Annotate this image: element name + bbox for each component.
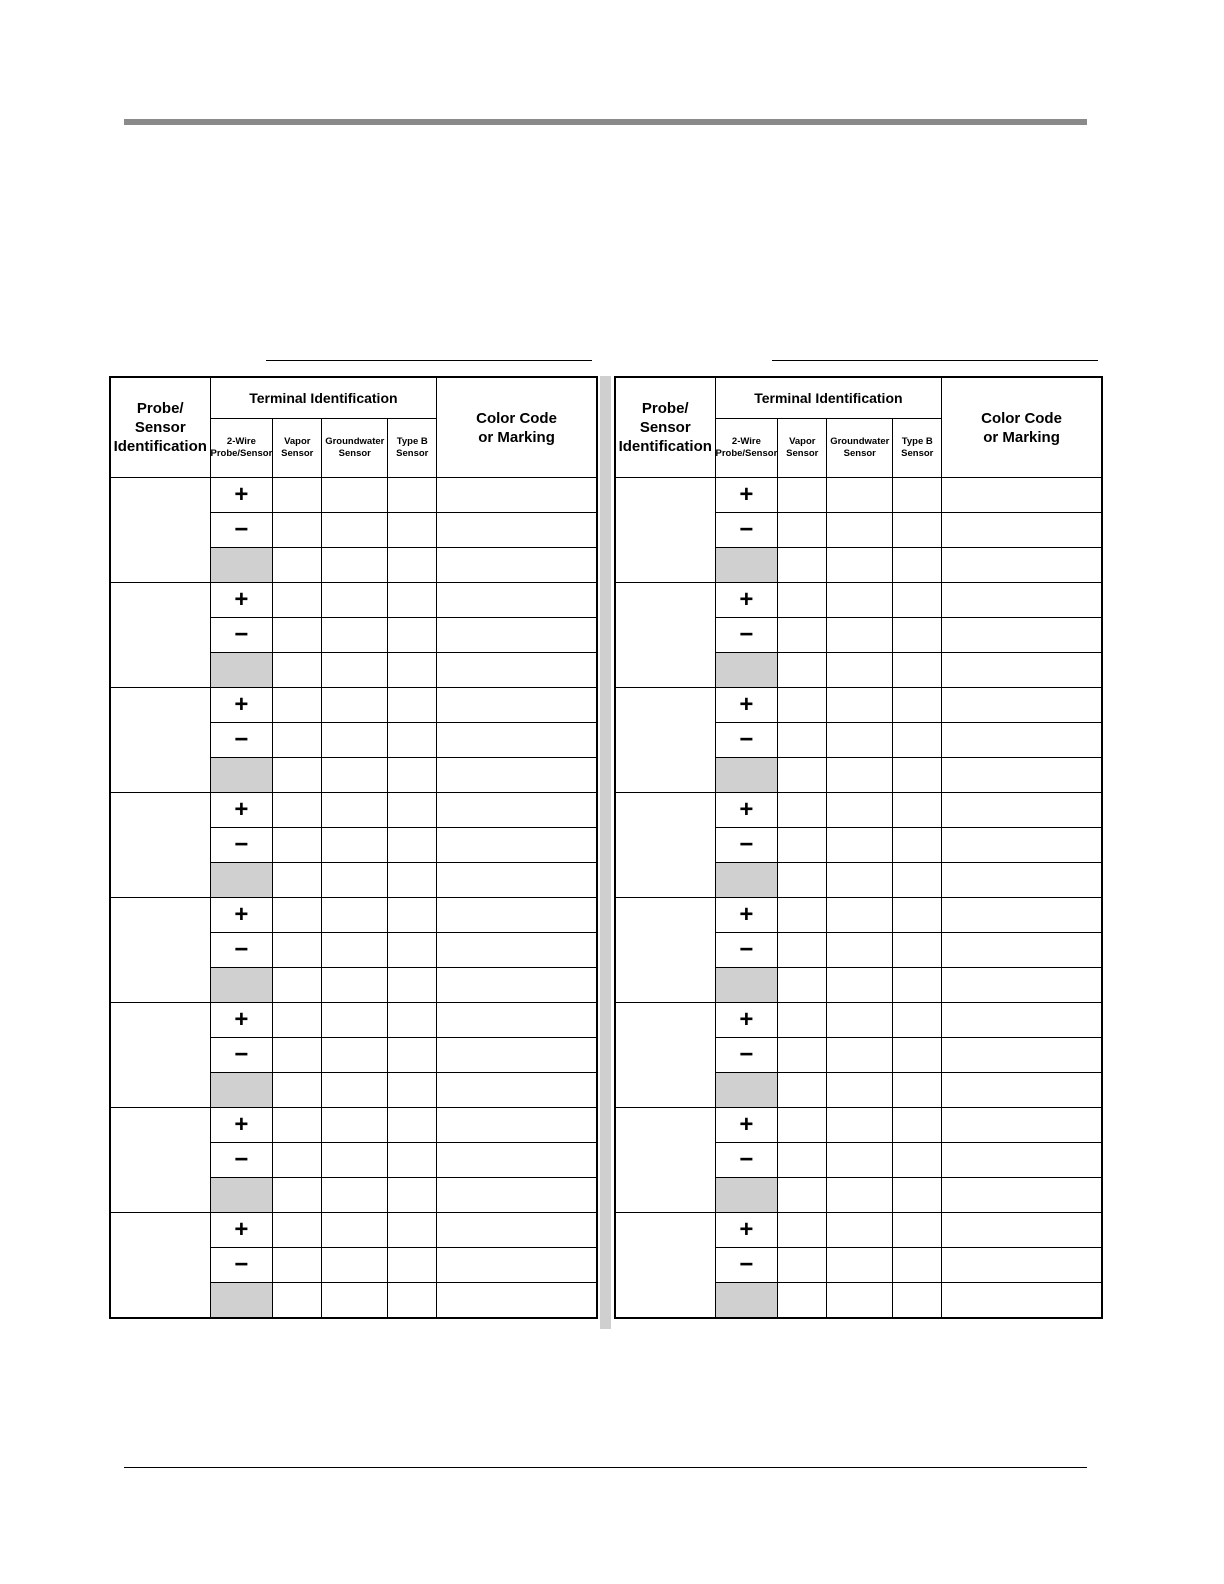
vapor-cell[interactable]: [778, 513, 827, 548]
vapor-cell[interactable]: [778, 548, 827, 583]
color-code-cell[interactable]: [437, 1073, 597, 1108]
shaded-cell: [715, 653, 778, 688]
color-code-cell[interactable]: [437, 1283, 597, 1318]
vapor-cell[interactable]: [778, 1283, 827, 1318]
type-b-cell[interactable]: [893, 1213, 942, 1248]
vapor-cell[interactable]: [778, 898, 827, 933]
type-b-cell[interactable]: [388, 1073, 437, 1108]
minus-terminal-label: −: [715, 1248, 778, 1283]
shaded-cell: [210, 863, 273, 898]
shaded-cell: [715, 1178, 778, 1213]
shaded-cell: [715, 863, 778, 898]
color-code-cell[interactable]: [942, 548, 1102, 583]
groundwater-cell[interactable]: [322, 898, 388, 933]
shaded-cell: [715, 968, 778, 1003]
vapor-cell[interactable]: [778, 653, 827, 688]
groundwater-cell[interactable]: [827, 1283, 893, 1318]
plus-terminal-label: +: [715, 1003, 778, 1038]
type-b-cell[interactable]: [893, 793, 942, 828]
probe-id-header: Probe/ Sensor Identification: [110, 377, 210, 478]
type-b-cell[interactable]: [388, 1143, 437, 1178]
vapor-cell[interactable]: [273, 618, 322, 653]
type-b-cell[interactable]: [893, 828, 942, 863]
type-b-cell[interactable]: [388, 688, 437, 723]
groundwater-sensor-header: Groundwater Sensor: [827, 419, 893, 478]
color-code-cell[interactable]: [942, 1178, 1102, 1213]
groundwater-cell[interactable]: [322, 758, 388, 793]
type-b-cell[interactable]: [893, 618, 942, 653]
type-b-cell[interactable]: [388, 1108, 437, 1143]
color-code-cell[interactable]: [437, 478, 597, 513]
type-b-sensor-header: Type B Sensor: [388, 419, 437, 478]
minus-terminal-label: −: [715, 828, 778, 863]
groundwater-cell[interactable]: [827, 828, 893, 863]
type-b-cell[interactable]: [388, 1213, 437, 1248]
terminal-id-header: Terminal Identification: [715, 377, 942, 419]
vapor-cell[interactable]: [273, 688, 322, 723]
minus-terminal-label: −: [715, 1143, 778, 1178]
color-code-header: Color Code or Marking: [942, 377, 1102, 478]
type-b-cell[interactable]: [893, 1178, 942, 1213]
color-code-cell[interactable]: [942, 1248, 1102, 1283]
table-row: [615, 583, 1102, 618]
color-code-cell[interactable]: [942, 1003, 1102, 1038]
type-b-cell[interactable]: [893, 1073, 942, 1108]
probe-id-cell[interactable]: [615, 793, 715, 898]
plus-terminal-label: +: [715, 478, 778, 513]
minus-terminal-label: −: [210, 828, 273, 863]
color-code-cell[interactable]: [437, 968, 597, 1003]
color-code-cell[interactable]: [942, 723, 1102, 758]
groundwater-cell[interactable]: [827, 548, 893, 583]
probe-id-cell[interactable]: [615, 688, 715, 793]
two-wire-header: 2-Wire Probe/Sensor: [715, 419, 778, 478]
color-code-cell[interactable]: [437, 583, 597, 618]
vapor-sensor-header: Vapor Sensor: [273, 419, 322, 478]
groundwater-cell[interactable]: [322, 1143, 388, 1178]
groundwater-cell[interactable]: [827, 968, 893, 1003]
table-row: [615, 898, 1102, 933]
type-b-sensor-header: Type B Sensor: [893, 419, 942, 478]
vapor-cell[interactable]: [778, 1038, 827, 1073]
table-body: [110, 478, 597, 1318]
minus-terminal-label: −: [210, 1038, 273, 1073]
type-b-cell[interactable]: [893, 1038, 942, 1073]
color-code-cell[interactable]: [437, 863, 597, 898]
table-row: [110, 688, 597, 723]
plus-terminal-label: +: [715, 1108, 778, 1143]
probe-id-header: Probe/ Sensor Identification: [615, 377, 715, 478]
groundwater-cell[interactable]: [322, 1178, 388, 1213]
color-code-cell[interactable]: [437, 548, 597, 583]
groundwater-cell[interactable]: [322, 653, 388, 688]
vapor-cell[interactable]: [273, 1073, 322, 1108]
groundwater-cell[interactable]: [827, 933, 893, 968]
color-code-cell[interactable]: [942, 583, 1102, 618]
groundwater-cell[interactable]: [322, 548, 388, 583]
vapor-cell[interactable]: [778, 933, 827, 968]
color-code-cell[interactable]: [942, 1213, 1102, 1248]
type-b-cell[interactable]: [388, 723, 437, 758]
color-code-cell[interactable]: [437, 513, 597, 548]
vapor-cell[interactable]: [273, 758, 322, 793]
vapor-cell[interactable]: [778, 1213, 827, 1248]
vapor-cell[interactable]: [273, 723, 322, 758]
minus-terminal-label: −: [715, 618, 778, 653]
plus-terminal-label: +: [210, 1003, 273, 1038]
vapor-cell[interactable]: [778, 758, 827, 793]
color-code-cell[interactable]: [942, 793, 1102, 828]
vapor-cell[interactable]: [273, 653, 322, 688]
type-b-cell[interactable]: [388, 1178, 437, 1213]
groundwater-cell[interactable]: [827, 1073, 893, 1108]
groundwater-cell[interactable]: [322, 1248, 388, 1283]
minus-terminal-label: −: [210, 1143, 273, 1178]
plus-terminal-label: +: [210, 478, 273, 513]
type-b-cell[interactable]: [893, 863, 942, 898]
minus-terminal-label: −: [715, 513, 778, 548]
top-rule: [124, 119, 1087, 125]
type-b-cell[interactable]: [388, 513, 437, 548]
vapor-cell[interactable]: [273, 1213, 322, 1248]
probe-id-cell[interactable]: [110, 583, 210, 688]
groundwater-cell[interactable]: [827, 863, 893, 898]
plus-terminal-label: +: [210, 1213, 273, 1248]
wiring-table-left: [109, 376, 598, 1319]
color-code-cell[interactable]: [437, 1003, 597, 1038]
vapor-cell[interactable]: [778, 1178, 827, 1213]
color-code-cell[interactable]: [942, 898, 1102, 933]
table-row: [615, 478, 1102, 513]
type-b-cell[interactable]: [893, 1108, 942, 1143]
type-b-cell[interactable]: [388, 583, 437, 618]
groundwater-cell[interactable]: [827, 723, 893, 758]
groundwater-cell[interactable]: [827, 1178, 893, 1213]
shaded-cell: [210, 653, 273, 688]
table-row: [615, 1003, 1102, 1038]
type-b-cell[interactable]: [388, 863, 437, 898]
type-b-cell[interactable]: [893, 653, 942, 688]
groundwater-cell[interactable]: [827, 478, 893, 513]
vapor-cell[interactable]: [273, 1038, 322, 1073]
type-b-cell[interactable]: [893, 933, 942, 968]
color-code-cell[interactable]: [942, 513, 1102, 548]
minus-terminal-label: −: [210, 933, 273, 968]
type-b-cell[interactable]: [893, 1248, 942, 1283]
table-row: [110, 478, 597, 513]
groundwater-cell[interactable]: [322, 1073, 388, 1108]
terminal-id-header: Terminal Identification: [210, 377, 437, 419]
vapor-cell[interactable]: [778, 1248, 827, 1283]
groundwater-cell[interactable]: [827, 583, 893, 618]
type-b-cell[interactable]: [893, 583, 942, 618]
plus-terminal-label: +: [715, 583, 778, 618]
table-body: [615, 478, 1102, 1318]
groundwater-cell[interactable]: [322, 723, 388, 758]
color-code-cell[interactable]: [942, 618, 1102, 653]
groundwater-cell[interactable]: [827, 1038, 893, 1073]
vapor-cell[interactable]: [273, 863, 322, 898]
probe-id-cell[interactable]: [615, 1003, 715, 1108]
vapor-cell[interactable]: [778, 1143, 827, 1178]
shaded-cell: [210, 548, 273, 583]
color-code-cell[interactable]: [437, 1248, 597, 1283]
color-code-cell[interactable]: [437, 898, 597, 933]
vapor-cell[interactable]: [273, 478, 322, 513]
type-b-cell[interactable]: [893, 478, 942, 513]
color-code-cell[interactable]: [437, 828, 597, 863]
color-code-cell[interactable]: [942, 653, 1102, 688]
plus-terminal-label: +: [715, 1213, 778, 1248]
type-b-cell[interactable]: [388, 933, 437, 968]
groundwater-cell[interactable]: [322, 1003, 388, 1038]
vapor-cell[interactable]: [273, 1003, 322, 1038]
type-b-cell[interactable]: [893, 513, 942, 548]
groundwater-cell[interactable]: [827, 898, 893, 933]
vapor-cell[interactable]: [778, 723, 827, 758]
groundwater-cell[interactable]: [827, 513, 893, 548]
plus-terminal-label: +: [210, 583, 273, 618]
plus-terminal-label: +: [210, 793, 273, 828]
groundwater-cell[interactable]: [827, 653, 893, 688]
probe-id-cell[interactable]: [110, 898, 210, 1003]
vapor-cell[interactable]: [273, 828, 322, 863]
vapor-cell[interactable]: [778, 1003, 827, 1038]
color-code-cell[interactable]: [437, 1143, 597, 1178]
color-code-cell[interactable]: [437, 688, 597, 723]
color-code-cell[interactable]: [437, 1038, 597, 1073]
vapor-cell[interactable]: [273, 1178, 322, 1213]
type-b-cell[interactable]: [893, 548, 942, 583]
shaded-cell: [715, 548, 778, 583]
two-wire-header: 2-Wire Probe/Sensor: [210, 419, 273, 478]
type-b-cell[interactable]: [388, 898, 437, 933]
type-b-cell[interactable]: [388, 478, 437, 513]
probe-id-cell[interactable]: [615, 1108, 715, 1213]
probe-id-cell[interactable]: [110, 478, 210, 583]
type-b-cell[interactable]: [388, 758, 437, 793]
color-code-cell[interactable]: [942, 478, 1102, 513]
color-code-cell[interactable]: [942, 758, 1102, 793]
probe-id-cell[interactable]: [615, 583, 715, 688]
groundwater-sensor-header: Groundwater Sensor: [322, 419, 388, 478]
vapor-cell[interactable]: [273, 1108, 322, 1143]
groundwater-cell[interactable]: [322, 583, 388, 618]
table-row: [615, 793, 1102, 828]
type-b-cell[interactable]: [388, 618, 437, 653]
vapor-cell[interactable]: [778, 793, 827, 828]
color-code-cell[interactable]: [942, 1108, 1102, 1143]
table-row: [110, 1003, 597, 1038]
table-divider: [600, 376, 611, 1329]
color-code-cell[interactable]: [942, 1283, 1102, 1318]
minus-terminal-label: −: [210, 1248, 273, 1283]
probe-id-cell[interactable]: [110, 1213, 210, 1318]
plus-terminal-label: +: [210, 898, 273, 933]
vapor-sensor-header: Vapor Sensor: [778, 419, 827, 478]
vapor-cell[interactable]: [273, 583, 322, 618]
probe-id-cell[interactable]: [615, 478, 715, 583]
color-code-cell[interactable]: [437, 793, 597, 828]
table-row: [110, 793, 597, 828]
type-b-cell[interactable]: [388, 1283, 437, 1318]
type-b-cell[interactable]: [388, 1003, 437, 1038]
type-b-cell[interactable]: [893, 968, 942, 1003]
vapor-cell[interactable]: [273, 933, 322, 968]
probe-id-cell[interactable]: [110, 1108, 210, 1213]
probe-id-cell[interactable]: [110, 688, 210, 793]
groundwater-cell[interactable]: [322, 513, 388, 548]
table-row: [110, 1108, 597, 1143]
table-row: [615, 1108, 1102, 1143]
vapor-cell[interactable]: [273, 968, 322, 1003]
probe-id-cell[interactable]: [110, 793, 210, 898]
vapor-cell[interactable]: [273, 1143, 322, 1178]
groundwater-cell[interactable]: [322, 1038, 388, 1073]
minus-terminal-label: −: [210, 513, 273, 548]
vapor-cell[interactable]: [778, 1073, 827, 1108]
color-code-cell[interactable]: [942, 863, 1102, 898]
type-b-cell[interactable]: [388, 1038, 437, 1073]
shaded-cell: [210, 1073, 273, 1108]
plus-terminal-label: +: [715, 688, 778, 723]
color-code-cell[interactable]: [437, 758, 597, 793]
color-code-cell[interactable]: [942, 828, 1102, 863]
vapor-cell[interactable]: [778, 478, 827, 513]
color-code-cell[interactable]: [437, 1178, 597, 1213]
color-code-cell[interactable]: [437, 1213, 597, 1248]
color-code-header: Color Code or Marking: [437, 377, 597, 478]
type-b-cell[interactable]: [893, 758, 942, 793]
groundwater-cell[interactable]: [322, 1283, 388, 1318]
vapor-cell[interactable]: [273, 1248, 322, 1283]
groundwater-cell[interactable]: [322, 793, 388, 828]
vapor-cell[interactable]: [778, 863, 827, 898]
groundwater-cell[interactable]: [827, 1248, 893, 1283]
groundwater-cell[interactable]: [827, 793, 893, 828]
vapor-cell[interactable]: [778, 968, 827, 1003]
minus-terminal-label: −: [715, 723, 778, 758]
color-code-cell[interactable]: [437, 653, 597, 688]
vapor-cell[interactable]: [273, 548, 322, 583]
color-code-cell[interactable]: [942, 1073, 1102, 1108]
vapor-cell[interactable]: [778, 1108, 827, 1143]
vapor-cell[interactable]: [273, 1283, 322, 1318]
plus-terminal-label: +: [715, 793, 778, 828]
groundwater-cell[interactable]: [322, 1108, 388, 1143]
vapor-cell[interactable]: [778, 828, 827, 863]
color-code-cell[interactable]: [437, 723, 597, 758]
table-row: [110, 898, 597, 933]
bottom-rule: [124, 1467, 1087, 1468]
table-row: [615, 688, 1102, 723]
shaded-cell: [210, 1283, 273, 1318]
groundwater-cell[interactable]: [322, 618, 388, 653]
groundwater-cell[interactable]: [827, 1003, 893, 1038]
vapor-cell[interactable]: [273, 793, 322, 828]
type-b-cell[interactable]: [388, 793, 437, 828]
color-code-cell[interactable]: [942, 968, 1102, 1003]
color-code-cell[interactable]: [437, 618, 597, 653]
shaded-cell: [210, 758, 273, 793]
minus-terminal-label: −: [715, 1038, 778, 1073]
type-b-cell[interactable]: [893, 1283, 942, 1318]
type-b-cell[interactable]: [388, 653, 437, 688]
color-code-cell[interactable]: [437, 933, 597, 968]
groundwater-cell[interactable]: [827, 1213, 893, 1248]
shaded-cell: [210, 1178, 273, 1213]
plus-terminal-label: +: [715, 898, 778, 933]
fill-in-line-left[interactable]: [266, 360, 592, 361]
groundwater-cell[interactable]: [827, 758, 893, 793]
shaded-cell: [715, 758, 778, 793]
groundwater-cell[interactable]: [322, 828, 388, 863]
color-code-cell[interactable]: [942, 688, 1102, 723]
type-b-cell[interactable]: [388, 968, 437, 1003]
type-b-cell[interactable]: [388, 828, 437, 863]
type-b-cell[interactable]: [388, 548, 437, 583]
groundwater-cell[interactable]: [322, 968, 388, 1003]
groundwater-cell[interactable]: [322, 688, 388, 723]
minus-terminal-label: −: [210, 618, 273, 653]
color-code-cell[interactable]: [942, 1143, 1102, 1178]
probe-id-cell[interactable]: [615, 898, 715, 1003]
probe-id-cell[interactable]: [110, 1003, 210, 1108]
table-row: [110, 1213, 597, 1248]
vapor-cell[interactable]: [778, 618, 827, 653]
fill-in-line-right[interactable]: [772, 360, 1098, 361]
wiring-table-right: [614, 376, 1103, 1319]
type-b-cell[interactable]: [388, 1248, 437, 1283]
type-b-cell[interactable]: [893, 1003, 942, 1038]
plus-terminal-label: +: [210, 1108, 273, 1143]
table-row: [110, 583, 597, 618]
type-b-cell[interactable]: [893, 1143, 942, 1178]
groundwater-cell[interactable]: [322, 478, 388, 513]
plus-terminal-label: +: [210, 688, 273, 723]
shaded-cell: [715, 1073, 778, 1108]
probe-id-cell[interactable]: [615, 1213, 715, 1318]
minus-terminal-label: −: [715, 933, 778, 968]
type-b-cell[interactable]: [893, 723, 942, 758]
color-code-cell[interactable]: [942, 1038, 1102, 1073]
groundwater-cell[interactable]: [827, 688, 893, 723]
vapor-cell[interactable]: [778, 583, 827, 618]
vapor-cell[interactable]: [273, 898, 322, 933]
groundwater-cell[interactable]: [827, 1143, 893, 1178]
color-code-cell[interactable]: [942, 933, 1102, 968]
groundwater-cell[interactable]: [322, 933, 388, 968]
minus-terminal-label: −: [210, 723, 273, 758]
shaded-cell: [210, 968, 273, 1003]
vapor-cell[interactable]: [778, 688, 827, 723]
color-code-cell[interactable]: [437, 1108, 597, 1143]
type-b-cell[interactable]: [893, 898, 942, 933]
groundwater-cell[interactable]: [827, 1108, 893, 1143]
groundwater-cell[interactable]: [827, 618, 893, 653]
type-b-cell[interactable]: [893, 688, 942, 723]
shaded-cell: [715, 1283, 778, 1318]
groundwater-cell[interactable]: [322, 863, 388, 898]
groundwater-cell[interactable]: [322, 1213, 388, 1248]
vapor-cell[interactable]: [273, 513, 322, 548]
table-row: [615, 1213, 1102, 1248]
